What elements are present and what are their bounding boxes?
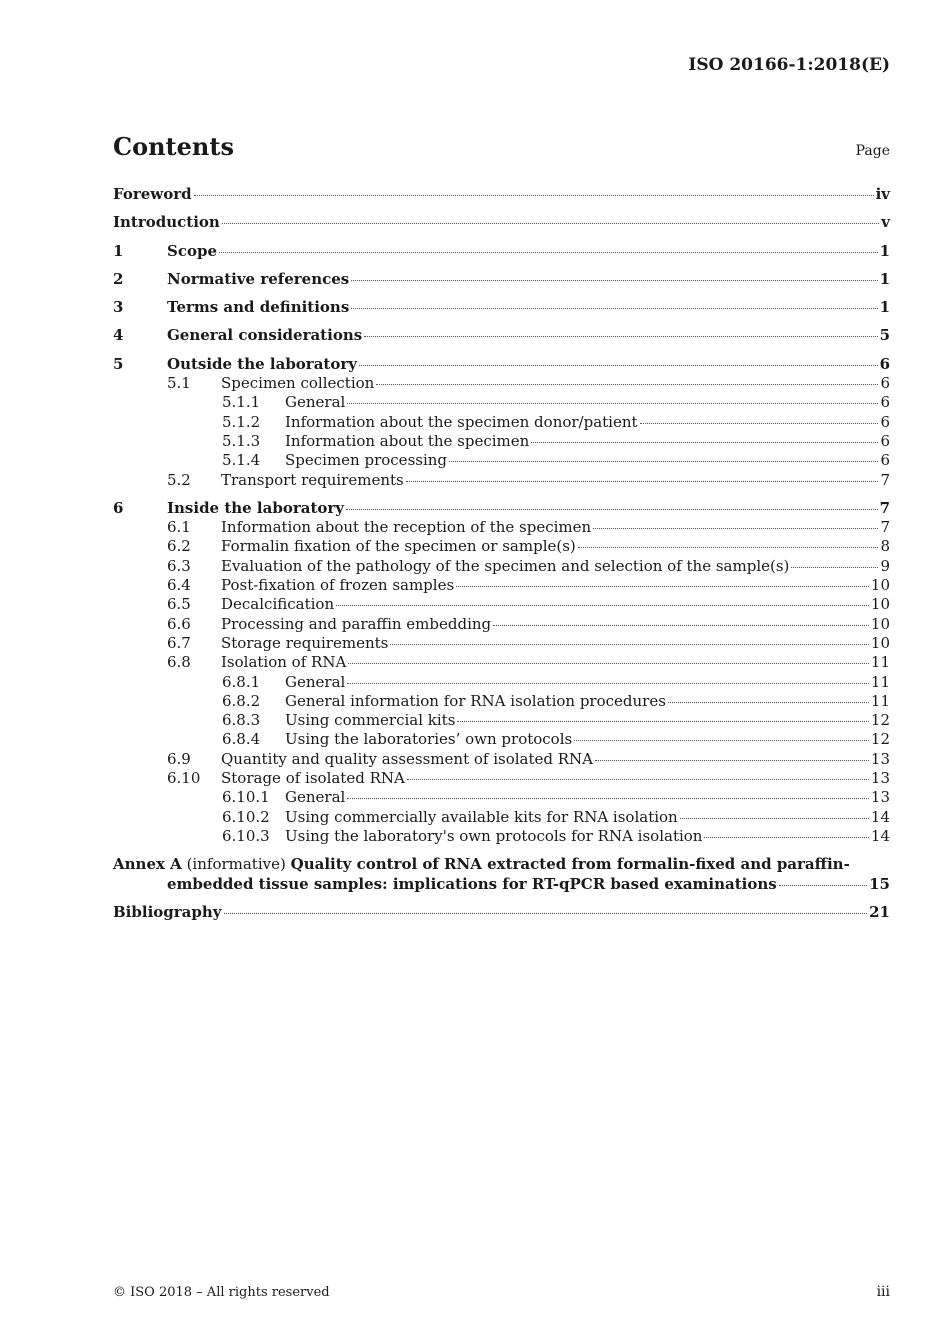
toc-number: 6.2 bbox=[167, 537, 191, 556]
toc-page: 10 bbox=[870, 614, 890, 633]
annex-title-line-2: embedded tissue samples: implications for RT-qPCR based examinations bbox=[167, 874, 777, 893]
toc-title: General information for RNA isolation procedures bbox=[285, 691, 666, 710]
toc-entry-6-2[interactable] bbox=[113, 537, 890, 556]
contents-heading: Contents bbox=[113, 132, 234, 161]
toc-title: Information about the specimen donor/patient bbox=[285, 412, 638, 431]
dot-leader bbox=[347, 683, 869, 684]
toc-entry-6[interactable] bbox=[113, 499, 890, 518]
toc-page: 7 bbox=[879, 498, 890, 517]
toc-number: 6.8.4 bbox=[222, 730, 261, 749]
toc-entry-6-8[interactable] bbox=[113, 653, 890, 672]
toc-page: 1 bbox=[879, 241, 890, 260]
toc-entry-6-8-4[interactable] bbox=[113, 730, 890, 749]
toc-title: Quantity and quality assessment of isolated RNA bbox=[221, 749, 594, 768]
document-id: ISO 20166-1:2018(E) bbox=[688, 55, 890, 75]
toc-title: Information about the reception of the specimen bbox=[221, 518, 592, 537]
toc-entry-5-1-3[interactable] bbox=[113, 432, 890, 451]
toc-number: 6.5 bbox=[167, 595, 191, 614]
toc-title: Outside the laboratory bbox=[167, 354, 357, 373]
toc-page: 14 bbox=[870, 807, 890, 826]
toc-number: 5.1 bbox=[167, 374, 191, 393]
toc-page: 11 bbox=[870, 691, 890, 710]
dot-leader bbox=[668, 702, 869, 703]
toc-entry-6-5[interactable] bbox=[113, 595, 890, 614]
dot-leader bbox=[346, 509, 878, 510]
toc-page: 6 bbox=[880, 374, 890, 393]
toc-title: Normative references bbox=[167, 269, 350, 288]
toc-title: Using commercially available kits for RNA isolation bbox=[285, 807, 678, 826]
dot-leader bbox=[704, 837, 868, 838]
toc-entry-foreword[interactable] bbox=[113, 185, 890, 204]
toc-page: 13 bbox=[870, 788, 890, 807]
toc-number: 6.1 bbox=[167, 518, 191, 537]
dot-leader bbox=[376, 384, 878, 385]
toc-entry-6-9[interactable] bbox=[113, 750, 890, 769]
toc-entry-6-3[interactable] bbox=[113, 557, 890, 576]
toc-number: 6.10 bbox=[167, 769, 201, 788]
toc-entry-6-10-1[interactable] bbox=[113, 788, 890, 807]
table-of-contents bbox=[113, 185, 890, 922]
toc-number: 5.2 bbox=[167, 470, 191, 489]
toc-title: Using commercial kits bbox=[285, 711, 456, 730]
toc-page: 5 bbox=[879, 326, 890, 345]
dot-leader bbox=[680, 818, 869, 819]
dot-leader bbox=[364, 336, 877, 337]
toc-title: Specimen processing bbox=[285, 451, 448, 470]
toc-entry-6-10-2[interactable] bbox=[113, 808, 890, 827]
toc-page: 10 bbox=[870, 595, 890, 614]
toc-title: Specimen collection bbox=[221, 374, 375, 393]
dot-leader bbox=[593, 528, 878, 529]
toc-title: Formalin fixation of the specimen or sample(s) bbox=[221, 537, 576, 556]
dot-leader bbox=[779, 885, 867, 886]
toc-page: iv bbox=[875, 185, 890, 203]
dot-leader bbox=[457, 721, 868, 722]
toc-title: Using the laboratory's own protocols for RNA isolation bbox=[285, 826, 703, 845]
copyright-notice: © ISO 2018 – All rights reserved bbox=[113, 1285, 330, 1300]
toc-number: 5.1.2 bbox=[222, 412, 261, 431]
toc-page: 10 bbox=[870, 576, 890, 595]
toc-title: Using the laboratories’ own protocols bbox=[285, 730, 573, 749]
toc-number: 4 bbox=[113, 326, 124, 345]
toc-page: 6 bbox=[880, 412, 890, 431]
toc-page: 7 bbox=[880, 518, 890, 537]
toc-page: 12 bbox=[870, 730, 890, 749]
toc-page: 9 bbox=[880, 556, 890, 575]
dot-leader bbox=[347, 403, 878, 404]
toc-title: Decalcification bbox=[221, 595, 335, 614]
toc-number: 5 bbox=[113, 354, 124, 373]
toc-page: 6 bbox=[880, 431, 890, 450]
toc-number: 6.10.1 bbox=[222, 788, 270, 807]
toc-number: 6 bbox=[113, 498, 124, 517]
toc-number: 6.8.3 bbox=[222, 711, 261, 730]
toc-number: 6.4 bbox=[167, 576, 191, 595]
toc-page: v bbox=[881, 213, 890, 232]
annex-label: Annex A bbox=[113, 855, 182, 874]
dot-leader bbox=[219, 252, 878, 253]
toc-entry-6-8-2[interactable] bbox=[113, 692, 890, 711]
annex-type: (informative) bbox=[186, 855, 286, 874]
dot-leader bbox=[595, 760, 869, 761]
toc-page: 6 bbox=[880, 393, 890, 412]
toc-entry-4[interactable] bbox=[113, 326, 890, 345]
toc-number: 6.9 bbox=[167, 749, 191, 768]
toc-entry-annex-a[interactable] bbox=[113, 855, 890, 894]
toc-entry-5-1-2[interactable] bbox=[113, 413, 890, 432]
page-number: iii bbox=[876, 1284, 890, 1300]
toc-title: General bbox=[285, 672, 346, 691]
toc-title: Introduction bbox=[113, 213, 220, 232]
dot-leader bbox=[640, 423, 879, 424]
toc-title: Bibliography bbox=[113, 902, 222, 921]
toc-page: 1 bbox=[879, 269, 890, 288]
toc-entry-6-1[interactable] bbox=[113, 518, 890, 537]
toc-number: 5.1.1 bbox=[222, 393, 261, 412]
dot-leader bbox=[359, 365, 878, 366]
toc-title: General bbox=[285, 393, 346, 412]
toc-entry-3[interactable] bbox=[113, 298, 890, 317]
toc-title: Terms and definitions bbox=[167, 298, 350, 317]
toc-title: Scope bbox=[167, 241, 218, 260]
dot-leader bbox=[574, 740, 869, 741]
dot-leader bbox=[348, 663, 869, 664]
toc-page: 8 bbox=[880, 537, 890, 556]
toc-number: 6.6 bbox=[167, 614, 191, 633]
toc-number: 6.8.2 bbox=[222, 691, 261, 710]
toc-page: 11 bbox=[870, 653, 890, 672]
dot-leader bbox=[336, 605, 869, 606]
dot-leader bbox=[351, 308, 877, 309]
dot-leader bbox=[456, 586, 869, 587]
toc-entry-6-8-1[interactable] bbox=[113, 673, 890, 692]
toc-page: 13 bbox=[870, 769, 890, 788]
dot-leader bbox=[578, 547, 879, 548]
toc-title: Processing and paraffin embedding bbox=[221, 614, 492, 633]
toc-title: Storage requirements bbox=[221, 633, 389, 652]
toc-page: 1 bbox=[879, 298, 890, 317]
toc-entry-5-1[interactable] bbox=[113, 374, 890, 393]
toc-title: Evaluation of the pathology of the specimen and selection of the sample(s) bbox=[221, 556, 790, 575]
toc-title: General bbox=[285, 788, 346, 807]
toc-entry-6-8-3[interactable] bbox=[113, 711, 890, 730]
toc-page: 11 bbox=[870, 672, 890, 691]
toc-entry-5[interactable] bbox=[113, 355, 890, 374]
toc-page: 7 bbox=[880, 470, 890, 489]
toc-page: 10 bbox=[870, 633, 890, 652]
toc-title: General considerations bbox=[167, 326, 363, 345]
toc-title: Foreword bbox=[113, 185, 192, 203]
page-column-label: Page bbox=[855, 143, 890, 159]
annex-line-1 bbox=[113, 855, 890, 874]
dot-leader bbox=[493, 625, 869, 626]
dot-leader bbox=[224, 913, 868, 914]
toc-number: 1 bbox=[113, 241, 124, 260]
toc-entry-introduction[interactable] bbox=[113, 213, 890, 232]
toc-number: 6.3 bbox=[167, 556, 191, 575]
dot-leader bbox=[194, 195, 874, 196]
toc-page: 12 bbox=[870, 711, 890, 730]
toc-entry-1[interactable] bbox=[113, 242, 890, 261]
toc-page: 14 bbox=[870, 826, 890, 845]
toc-page: 15 bbox=[869, 874, 890, 893]
toc-number: 6.7 bbox=[167, 633, 191, 652]
toc-entry-6-10[interactable] bbox=[113, 769, 890, 788]
toc-entry-bibliography[interactable] bbox=[113, 903, 890, 922]
toc-entry-5-1-4[interactable] bbox=[113, 451, 890, 470]
toc-entry-5-2[interactable] bbox=[113, 471, 890, 490]
toc-entry-6-4[interactable] bbox=[113, 576, 890, 595]
toc-number: 6.10.2 bbox=[222, 807, 270, 826]
dot-leader bbox=[222, 223, 879, 224]
annex-line-2 bbox=[113, 875, 890, 894]
toc-entry-5-1-1[interactable] bbox=[113, 393, 890, 412]
toc-title: Isolation of RNA bbox=[221, 653, 347, 672]
dot-leader bbox=[791, 567, 878, 568]
toc-page: 13 bbox=[870, 749, 890, 768]
toc-title: Storage of isolated RNA bbox=[221, 769, 405, 788]
toc-title: Inside the laboratory bbox=[167, 498, 345, 517]
dot-leader bbox=[531, 442, 878, 443]
toc-page: 21 bbox=[869, 902, 890, 921]
toc-page: 6 bbox=[880, 451, 890, 470]
dot-leader bbox=[351, 280, 877, 281]
toc-number: 5.1.3 bbox=[222, 431, 261, 450]
toc-number: 6.10.3 bbox=[222, 826, 270, 845]
annex-title-line-1: Quality control of RNA extracted from formalin-fixed and paraffin- bbox=[290, 855, 850, 874]
toc-entry-2[interactable] bbox=[113, 270, 890, 289]
toc-number: 3 bbox=[113, 298, 124, 317]
toc-title: Information about the specimen bbox=[285, 431, 530, 450]
toc-page: 6 bbox=[879, 354, 890, 373]
toc-title: Transport requirements bbox=[221, 470, 404, 489]
toc-number: 5.1.4 bbox=[222, 451, 261, 470]
dot-leader bbox=[406, 481, 879, 482]
toc-title: Post-fixation of frozen samples bbox=[221, 576, 455, 595]
toc-number: 6.8.1 bbox=[222, 672, 261, 691]
dot-leader bbox=[347, 798, 869, 799]
toc-entry-6-10-3[interactable] bbox=[113, 827, 890, 846]
dot-leader bbox=[449, 461, 878, 462]
toc-entry-6-7[interactable] bbox=[113, 634, 890, 653]
dot-leader bbox=[390, 644, 869, 645]
toc-number: 2 bbox=[113, 269, 124, 288]
toc-entry-6-6[interactable] bbox=[113, 615, 890, 634]
toc-number: 6.8 bbox=[167, 653, 191, 672]
dot-leader bbox=[407, 779, 869, 780]
